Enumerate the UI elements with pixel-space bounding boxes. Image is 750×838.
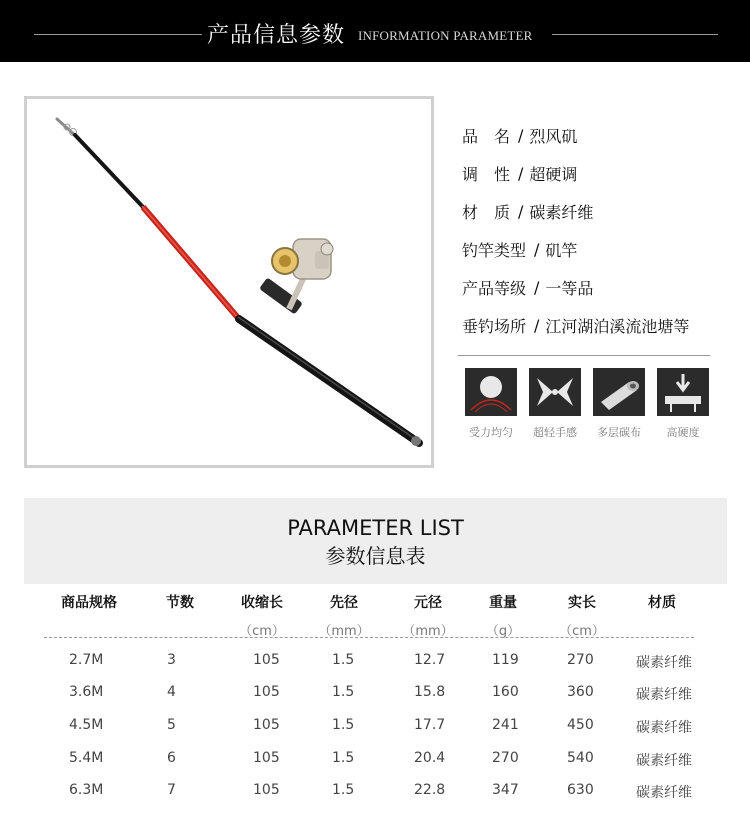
- column-header: [634, 592, 690, 612]
- feature-label: 高硬度: [666, 426, 700, 439]
- cell-sections: 4: [167, 684, 176, 700]
- column-unit: （mm）: [318, 624, 370, 639]
- feature-label: 受力均匀: [469, 426, 513, 439]
- feature-icons: [462, 368, 722, 448]
- column-header: [230, 592, 294, 639]
- parameter-table: [24, 498, 727, 818]
- table-row: [24, 652, 727, 684]
- spec-label: 垂钓场所: [462, 316, 527, 336]
- cell-closed: 105: [253, 652, 280, 668]
- header-title-cn: 产品信息参数: [207, 23, 346, 48]
- header-banner: [0, 0, 750, 62]
- cell-butt: 12.7: [414, 652, 446, 668]
- column-unit: （cm）: [239, 624, 285, 639]
- spec-row-action: [462, 154, 732, 192]
- table-row: [24, 717, 727, 749]
- column-name: 节数: [166, 595, 194, 611]
- feature-high-hardness: [654, 368, 712, 440]
- cell-weight: 270: [492, 750, 519, 766]
- high-hardness-icon: [657, 368, 709, 416]
- cell-sections: 7: [167, 782, 176, 798]
- table-title-block: [24, 498, 727, 584]
- cell-spec: 4.5M: [69, 717, 104, 733]
- cell-tip: 1.5: [332, 717, 355, 733]
- column-header: [396, 592, 460, 639]
- cell-length: 270: [567, 652, 594, 668]
- spec-separator: /: [518, 125, 524, 145]
- feature-even-force: [462, 368, 520, 440]
- cell-length: 540: [567, 750, 594, 766]
- column-unit: （mm）: [402, 624, 454, 639]
- fishing-rod-image: [27, 99, 431, 465]
- column-name: 收缩长: [241, 595, 283, 611]
- cell-material: 碳素纤维: [636, 753, 692, 769]
- cell-closed: 105: [253, 782, 280, 798]
- table-title-cn: 参数信息表: [325, 544, 426, 568]
- cell-material: 碳素纤维: [636, 687, 692, 703]
- column-header: [550, 592, 614, 639]
- cell-sections: 6: [167, 750, 176, 766]
- cell-closed: 105: [253, 750, 280, 766]
- cell-tip: 1.5: [332, 782, 355, 798]
- spec-value: 碳素纤维: [529, 202, 594, 222]
- spec-divider: [458, 355, 710, 356]
- cell-spec: 2.7M: [69, 652, 104, 668]
- spec-separator: /: [534, 239, 540, 259]
- spec-label: 钓竿类型: [462, 240, 527, 260]
- light-feel-icon: [529, 368, 581, 416]
- cell-closed: 105: [253, 684, 280, 700]
- feature-label: 超轻手感: [533, 426, 577, 439]
- cell-sections: 3: [167, 652, 176, 668]
- header-rule-left: [34, 34, 202, 35]
- feature-carbon-cloth: [590, 368, 648, 440]
- column-unit: （g）: [485, 624, 521, 639]
- cell-butt: 20.4: [414, 750, 446, 766]
- cell-sections: 5: [167, 717, 176, 733]
- table-header-divider: [44, 637, 694, 638]
- cell-butt: 22.8: [414, 782, 446, 798]
- column-name: 先径: [330, 595, 358, 611]
- cell-length: 360: [567, 684, 594, 700]
- cell-material: 碳素纤维: [636, 655, 692, 671]
- spec-row-location: [462, 306, 732, 344]
- cell-material: 碳素纤维: [636, 785, 692, 801]
- table-body: [24, 584, 727, 818]
- cell-spec: 3.6M: [69, 684, 104, 700]
- table-row: [24, 782, 727, 814]
- column-name: 商品规格: [61, 595, 117, 611]
- spec-label: 材 质: [462, 202, 511, 222]
- header-rule-right: [552, 34, 718, 35]
- column-header: [54, 592, 124, 612]
- spec-value: 江河湖泊溪流池塘等: [545, 316, 690, 336]
- cell-tip: 1.5: [332, 750, 355, 766]
- cell-weight: 119: [492, 652, 519, 668]
- spec-separator: /: [518, 201, 524, 221]
- cell-spec: 5.4M: [69, 750, 104, 766]
- column-name: 材质: [648, 595, 676, 611]
- spec-value: 超硬调: [529, 164, 578, 184]
- header-title-en: INFORMATION PARAMETER: [358, 28, 533, 43]
- feature-light-feel: [526, 368, 584, 440]
- column-unit: （cm）: [559, 624, 605, 639]
- spec-separator: /: [518, 163, 524, 183]
- spec-list: [462, 116, 732, 344]
- spec-value: 一等品: [545, 278, 594, 298]
- spec-row-rod-type: [462, 230, 732, 268]
- cell-length: 450: [567, 717, 594, 733]
- spec-row-name: [462, 116, 732, 154]
- cell-butt: 17.7: [414, 717, 446, 733]
- spec-label: 产品等级: [462, 278, 527, 298]
- cell-weight: 160: [492, 684, 519, 700]
- product-photo: [24, 96, 434, 468]
- column-name: 元径: [414, 595, 442, 611]
- column-name: 实长: [568, 595, 596, 611]
- cell-tip: 1.5: [332, 684, 355, 700]
- feature-label: 多层碳布: [597, 426, 641, 439]
- cell-weight: 347: [492, 782, 519, 798]
- spec-row-grade: [462, 268, 732, 306]
- spec-value: 烈风矶: [529, 126, 578, 146]
- table-title-en: PARAMETER LIST: [287, 516, 464, 540]
- spec-separator: /: [534, 277, 540, 297]
- spec-value: 矶竿: [545, 240, 578, 260]
- column-header: [312, 592, 376, 639]
- cell-tip: 1.5: [332, 652, 355, 668]
- cell-closed: 105: [253, 717, 280, 733]
- spec-label: 品 名: [462, 126, 511, 146]
- cell-spec: 6.3M: [69, 782, 104, 798]
- cell-butt: 15.8: [414, 684, 446, 700]
- column-name: 重量: [489, 595, 517, 611]
- cell-length: 630: [567, 782, 594, 798]
- table-row: [24, 750, 727, 782]
- table-row: [24, 684, 727, 716]
- spec-label: 调 性: [462, 164, 511, 184]
- carbon-cloth-icon: [593, 368, 645, 416]
- spec-row-material: [462, 192, 732, 230]
- even-force-icon: [465, 368, 517, 416]
- cell-weight: 241: [492, 717, 519, 733]
- column-header: [152, 592, 208, 612]
- spec-separator: /: [534, 315, 540, 335]
- column-header: [476, 592, 530, 639]
- cell-material: 碳素纤维: [636, 720, 692, 736]
